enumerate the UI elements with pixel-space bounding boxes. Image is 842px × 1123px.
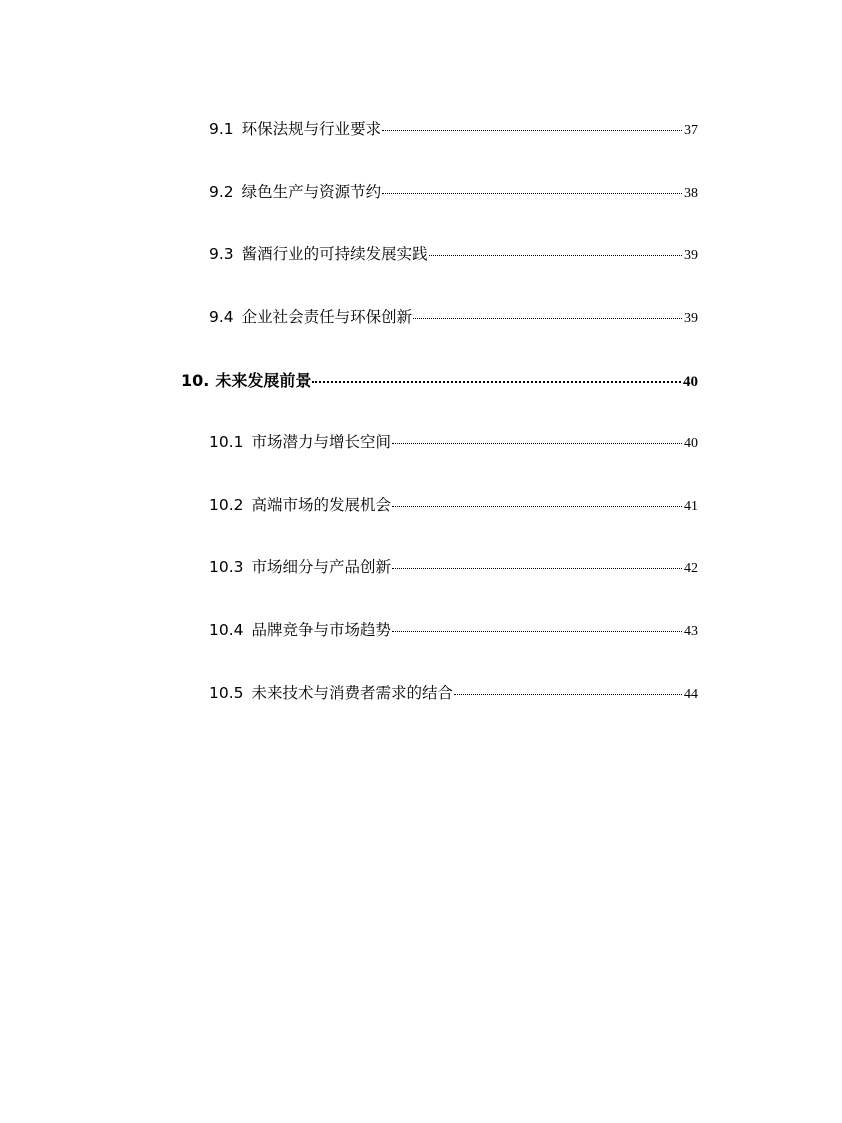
toc-entry-number: 9.2 (209, 183, 234, 201)
toc-entry-9-4[interactable] (209, 305, 698, 329)
toc-entry-label: 市场潜力与增长空间 (251, 433, 392, 451)
toc-entry-10-1[interactable] (209, 430, 698, 454)
toc-dot-leader (392, 631, 682, 632)
toc-entry-title (209, 555, 391, 577)
toc-entry-page: 37 (684, 123, 698, 138)
toc-entry-label: 高端市场的发展机会 (251, 496, 392, 514)
toc-entry-10-2[interactable] (209, 493, 698, 517)
toc-entry-page: 40 (683, 374, 698, 390)
toc-entry-label: 品牌竞争与市场趋势 (251, 621, 392, 639)
toc-entry-title (209, 493, 391, 515)
toc-entry-number: 10.4 (209, 621, 244, 639)
toc-entry-label: 未来技术与消费者需求的结合 (251, 684, 454, 702)
toc-entry-number: 9.3 (209, 245, 234, 263)
toc-entry-number: 9.1 (209, 120, 234, 138)
toc-entry-page: 44 (684, 687, 698, 702)
toc-entry-10-5[interactable] (209, 681, 698, 705)
toc-entry-number: 10.1 (209, 433, 244, 451)
toc-dot-leader (392, 443, 682, 444)
toc-entry-label: 未来发展前景 (215, 371, 312, 390)
toc-dot-leader (413, 318, 682, 319)
toc-entry-page: 43 (684, 624, 698, 639)
toc-entry-title (209, 430, 391, 452)
toc-dot-leader (454, 694, 682, 695)
toc-entry-page: 40 (684, 436, 698, 451)
toc-entry-number: 10.3 (209, 558, 244, 576)
toc-entry-page: 39 (684, 311, 698, 326)
toc-entry-title (181, 368, 311, 391)
toc-entry-title (209, 242, 428, 264)
toc-entry-9-3[interactable] (209, 242, 698, 266)
toc-entry-title (209, 305, 412, 327)
toc-entry-title (209, 180, 381, 202)
toc-entry-label: 绿色生产与资源节约 (241, 183, 382, 201)
toc-entry-title (209, 618, 391, 640)
toc-entry-10[interactable] (181, 368, 698, 392)
toc-entry-number: 10.2 (209, 496, 244, 514)
toc-dot-leader (392, 568, 682, 569)
toc-entry-number: 10. (181, 371, 210, 390)
toc-entry-number: 9.4 (209, 308, 234, 326)
toc-dot-leader (382, 130, 682, 131)
toc-dot-leader (392, 506, 682, 507)
toc-entry-label: 酱酒行业的可持续发展实践 (241, 245, 428, 263)
toc-entry-10-3[interactable] (209, 555, 698, 579)
toc-entry-title (209, 681, 453, 703)
toc-entry-label: 企业社会责任与环保创新 (241, 308, 413, 326)
toc-dot-leader (312, 381, 681, 383)
toc-entry-page: 39 (684, 248, 698, 263)
toc-entry-page: 41 (684, 499, 698, 514)
toc-dot-leader (429, 255, 682, 256)
toc-entry-10-4[interactable] (209, 618, 698, 642)
toc-entry-page: 42 (684, 561, 698, 576)
toc-entry-label: 市场细分与产品创新 (251, 558, 392, 576)
toc-entry-page: 38 (684, 186, 698, 201)
toc-entry-number: 10.5 (209, 684, 244, 702)
toc-entry-title (209, 117, 381, 139)
toc-dot-leader (382, 193, 682, 194)
toc-entry-label: 环保法规与行业要求 (241, 120, 382, 138)
toc-entry-9-1[interactable] (209, 117, 698, 141)
toc-entry-9-2[interactable] (209, 180, 698, 204)
